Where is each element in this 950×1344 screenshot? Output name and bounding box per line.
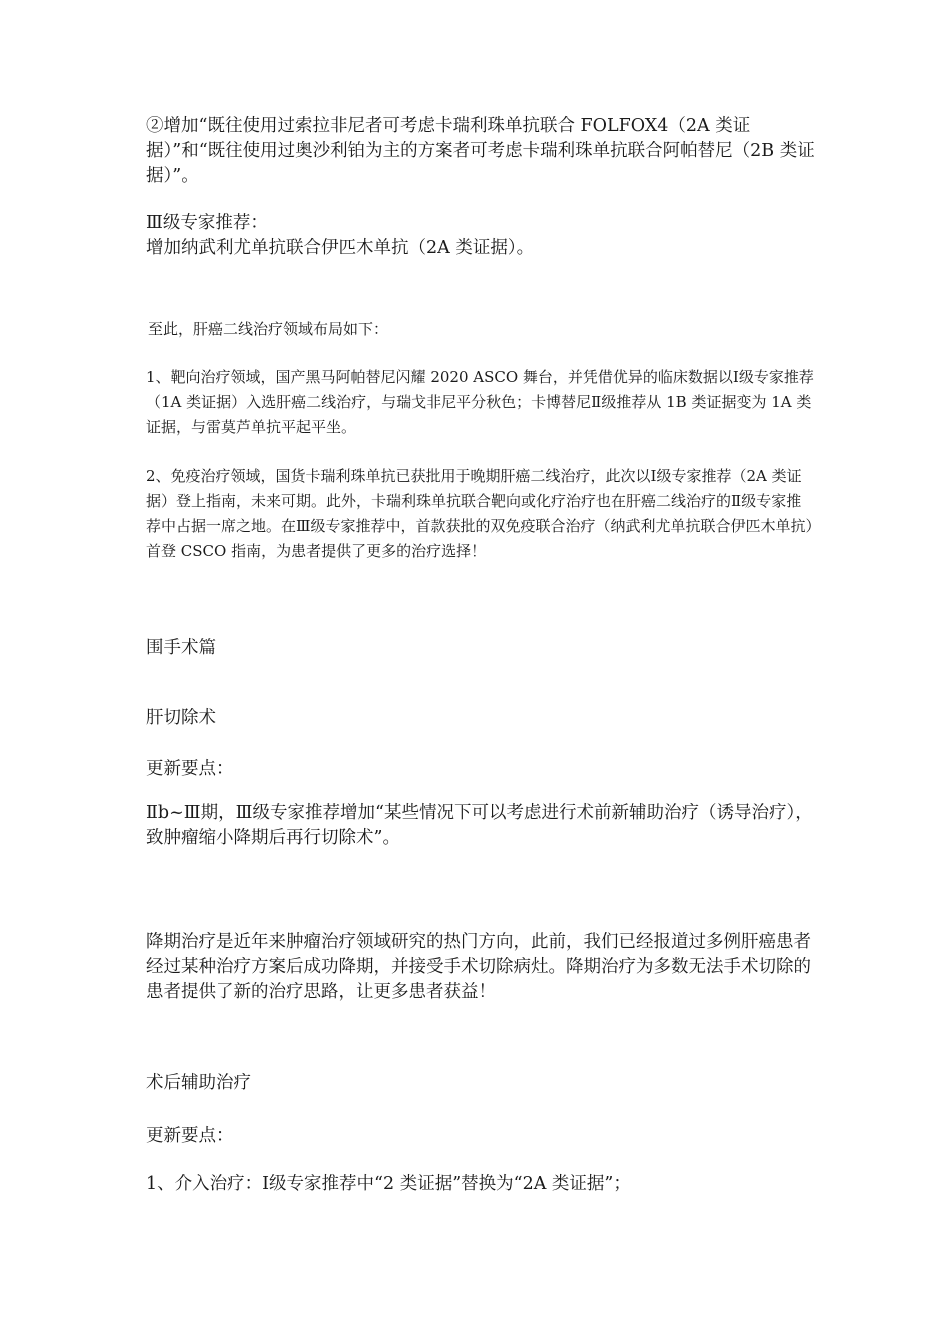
paragraph-neoadjuvant-update: Ⅱb~Ⅲ期，Ⅲ级专家推荐增加“某些情况下可以考虑进行术前新辅助治疗（诱导治疗），致肿瘤缩小降期后再行切除术”。: [146, 803, 813, 848]
update-points-label-2: 更新要点：: [146, 1126, 234, 1146]
subsection-heading-hepatectomy: 肝切除术: [146, 708, 216, 728]
paragraph-tislelizumab-folfox4: ②增加“既往使用过索拉非尼者可考虑卡瑞利珠单抗联合 FOLFOX4（2A 类证据）”和“既往使用过奥沙利铂为主的方案者可考虑卡瑞利珠单抗联合阿帕替尼（2B 类证据）”。: [146, 116, 815, 186]
paragraph-immunotherapy: 2、免疫治疗领域，国货卡瑞利珠单抗已获批用于晚期肝癌二线治疗，此次以Ⅰ级专家推荐（2A 类证据）登上指南，未来可期。此外，卡瑞利珠单抗联合靶向或化疗治疗也在肝癌二线治疗的Ⅱ级专家推荐中占据一席之地。在Ⅲ级专家推荐中，首款获批的双免疫联合治疗（纳武利尤单抗联合伊匹木单抗）首登 CSCO 指南，为患者提供了更多的治疗选择！: [146, 467, 813, 560]
paragraph-level3-recommendation: Ⅲ级专家推荐： 增加纳武利尤单抗联合伊匹木单抗（2A 类证据）。: [146, 213, 535, 258]
subsection-heading-adjuvant: 术后辅助治疗: [146, 1073, 251, 1093]
section-heading-perioperative: 围手术篇: [146, 638, 216, 658]
update-points-label: 更新要点：: [146, 759, 234, 779]
paragraph-targeted-therapy: 1、靶向治疗领域，国产黑马阿帕替尼闪耀 2020 ASCO 舞台，并凭借优异的临床数据以Ⅰ级专家推荐（1A 类证据）入选肝癌二线治疗，与瑞戈非尼平分秋色；卡博替尼Ⅱ级推荐从 1B 类证据变为 1A 类证据，与雷莫芦单抗平起平坐。: [146, 368, 814, 436]
paragraph-second-line-summary-intro: 至此，肝癌二线治疗领域布局如下：: [148, 320, 389, 338]
paragraph-interventional-update: 1、介入治疗：Ⅰ级专家推荐中“2 类证据”替换为“2A 类证据”；: [146, 1174, 631, 1194]
paragraph-downstaging: 降期治疗是近年来肿瘤治疗领域研究的热门方向，此前，我们已经报道过多例肝癌患者经过某种治疗方案后成功降期，并接受手术切除病灶。降期治疗为多数无法手术切除的患者提供了新的治疗思路，让更多患者获益！: [146, 932, 811, 1002]
